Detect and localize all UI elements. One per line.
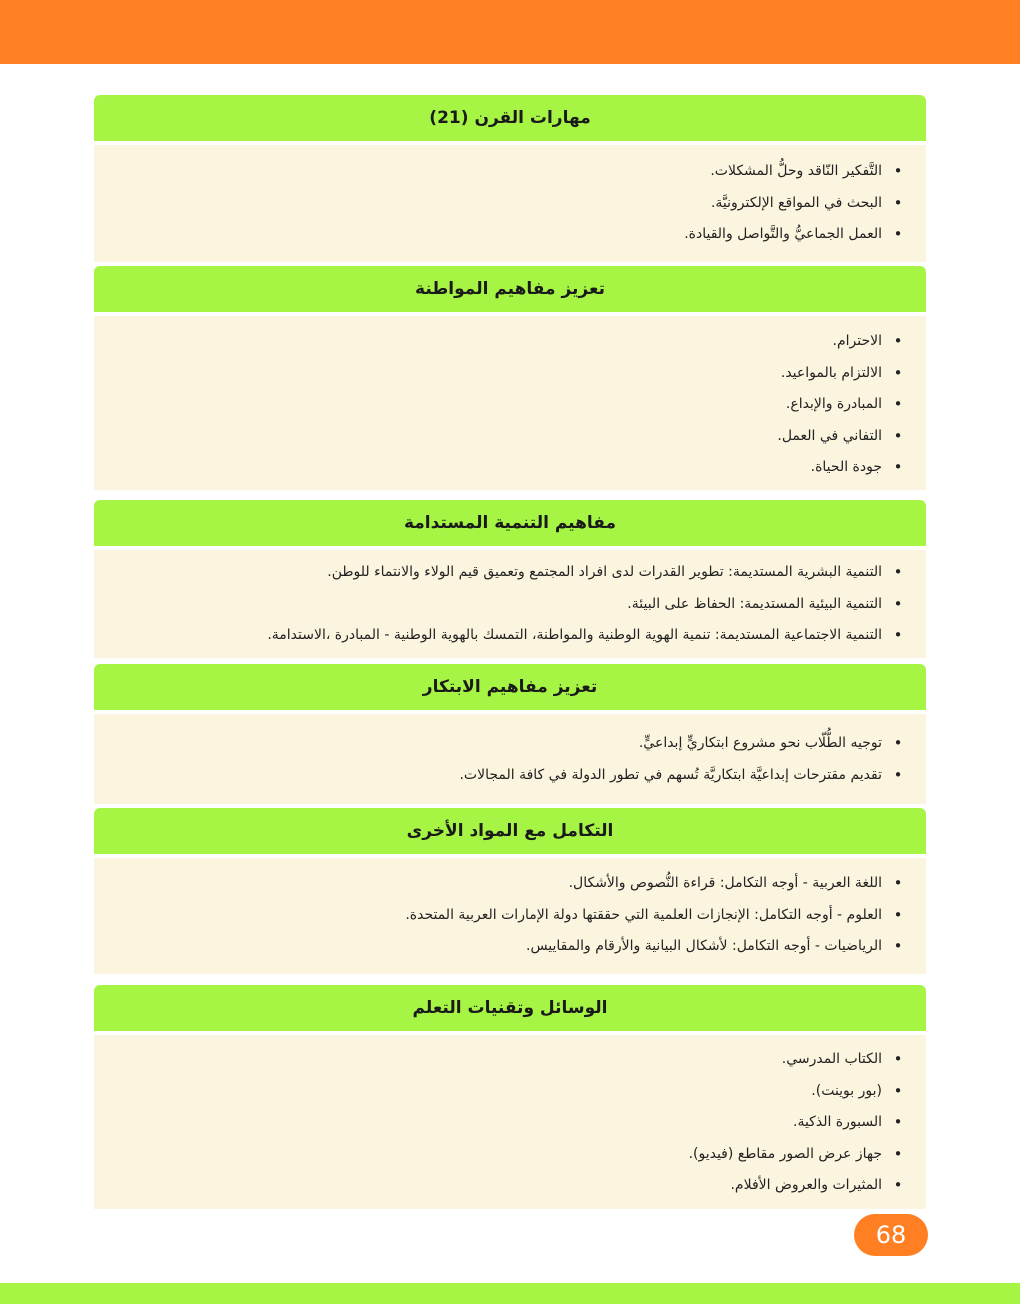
- bullet-list: [94, 156, 926, 251]
- bullet-list: [94, 557, 926, 652]
- section-citizenship: [94, 266, 926, 490]
- section-title: الوسائل وتقنيات التعلم: [94, 985, 926, 1031]
- bullet-icon: •: [893, 1081, 903, 1100]
- list-item: • اللغة العربية - أوجه التكامل: قراءة النُّصوص والأشكال.: [114, 868, 904, 900]
- section-title: مهارات القرن (21): [94, 95, 926, 141]
- list-item: • تقديم مقترحات إبداعيَّة ابتكاريَّة تُسهم في تطور الدولة في كافة المجالات.: [114, 760, 904, 792]
- bullet-icon: •: [893, 937, 903, 955]
- section-body: [94, 858, 926, 974]
- bullet-list: [94, 326, 926, 484]
- bullet-icon: •: [893, 1176, 903, 1194]
- list-item: • الكتاب المدرسي.: [114, 1044, 904, 1076]
- section-title: تعزيز مفاهيم المواطنة: [94, 266, 926, 312]
- list-item: • السبورة الذكية.: [114, 1107, 904, 1139]
- list-item: • جودة الحياة.: [114, 452, 904, 484]
- list-item: • المبادرة والإبداع.: [114, 389, 904, 421]
- list-item: • البحث في المواقع الإلكترونيَّة.: [114, 188, 904, 220]
- bullet-icon: •: [893, 332, 903, 350]
- section-body: [94, 714, 926, 804]
- list-item: • التنمية البشرية المستديمة: تطوير القدرات لدى افراد المجتمع وتعميق قيم الولاء والانتماء للوطن.: [114, 557, 904, 589]
- section-title: مفاهيم التنمية المستدامة: [94, 500, 926, 546]
- section-innovation: [94, 664, 926, 804]
- section-21st-century-skills: [94, 95, 926, 262]
- bullet-icon: •: [893, 363, 903, 382]
- bullet-icon: •: [893, 734, 903, 752]
- bullet-icon: •: [893, 1144, 903, 1163]
- section-title: تعزيز مفاهيم الابتكار: [94, 664, 926, 710]
- bullet-icon: •: [893, 874, 903, 892]
- list-item: • العلوم - أوجه التكامل: الإنجازات العلمية التي حققتها دولة الإمارات العربية المتحدة.: [114, 900, 904, 932]
- list-item: • الرياضيات - أوجه التكامل: لأشكال البيانية والأرقام والمقاييس.: [114, 931, 904, 963]
- bullet-icon: •: [893, 395, 903, 413]
- list-item: • التنمية البيئية المستديمة: الحفاظ على البيئة.: [114, 589, 904, 621]
- section-body: [94, 316, 926, 490]
- bullet-icon: •: [893, 225, 903, 243]
- list-item: • الاحترام.: [114, 326, 904, 358]
- bullet-icon: •: [893, 426, 903, 445]
- section-sustainable-development: [94, 500, 926, 658]
- bullet-list: [94, 728, 926, 791]
- bullet-icon: •: [893, 193, 903, 212]
- bullet-icon: •: [893, 594, 903, 613]
- list-item: • المثيرات والعروض الأفلام.: [114, 1170, 904, 1202]
- bullet-icon: •: [893, 626, 903, 644]
- page-number: 68: [854, 1214, 928, 1256]
- bullet-icon: •: [893, 765, 903, 784]
- list-item: • التَّفكير النّاقد وحلُّ المشكلات.: [114, 156, 904, 188]
- top-orange-band: [0, 0, 1020, 64]
- bottom-green-band: [0, 1283, 1020, 1304]
- bullet-icon: •: [893, 162, 903, 180]
- bullet-icon: •: [893, 458, 903, 476]
- bullet-icon: •: [893, 563, 903, 581]
- list-item: • التنمية الاجتماعية المستديمة: تنمية الهوية الوطنية والمواطنة، التمسك بالهوية الوطنية - المبادرة ،الاستدامة.: [114, 620, 904, 652]
- bullet-icon: •: [893, 1050, 903, 1068]
- section-learning-tools: [94, 985, 926, 1209]
- bullet-icon: •: [893, 905, 903, 924]
- bullet-icon: •: [893, 1113, 903, 1131]
- bullet-list: [94, 868, 926, 963]
- list-item: • توجيه الطُّلّاب نحو مشروع ابتكاريٍّ إبداعيٍّ.: [114, 728, 904, 760]
- list-item: • العمل الجماعيُّ والتَّواصل والقيادة.: [114, 219, 904, 251]
- section-body: [94, 1035, 926, 1209]
- list-item: • الالتزام بالمواعيد.: [114, 358, 904, 390]
- section-integration: [94, 808, 926, 974]
- list-item: • التفاني في العمل.: [114, 421, 904, 453]
- section-body: [94, 550, 926, 658]
- section-body: [94, 145, 926, 262]
- list-item: • (بور بوينت).: [114, 1076, 904, 1108]
- section-title: التكامل مع المواد الأخرى: [94, 808, 926, 854]
- list-item: • جهاز عرض الصور مقاطع (فيديو).: [114, 1139, 904, 1171]
- bullet-list: [94, 1044, 926, 1202]
